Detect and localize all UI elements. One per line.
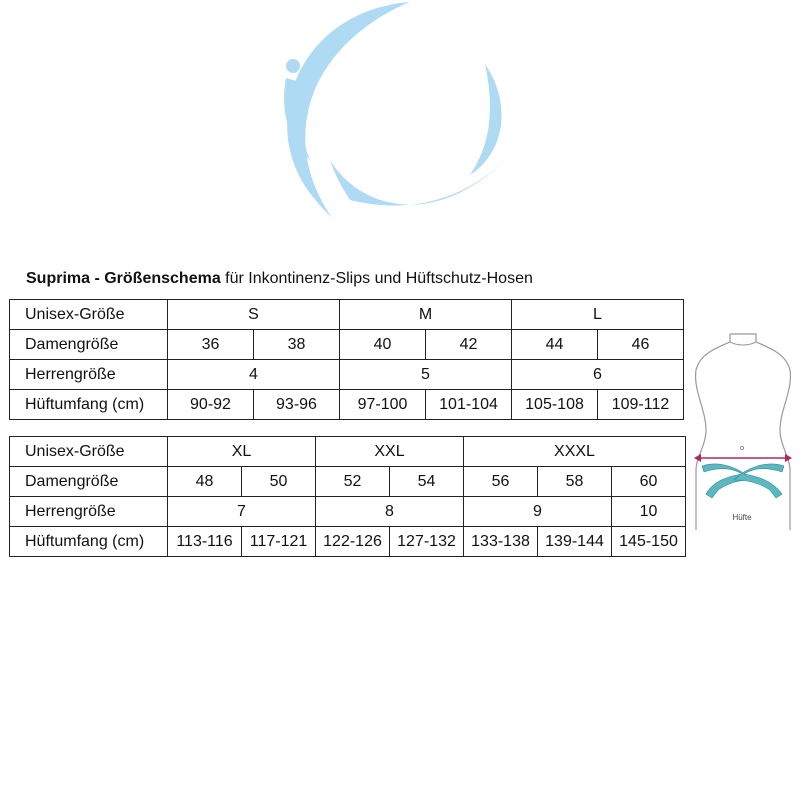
table-row — [10, 527, 686, 557]
table-row — [10, 330, 684, 360]
cell-unisex-size: XL — [168, 437, 316, 467]
cell-damen-size: 36 — [168, 330, 254, 360]
size-table-2 — [9, 436, 686, 557]
hip-measurement-figure — [690, 330, 795, 530]
page-title — [26, 270, 533, 288]
cell-hip-range: 101-104 — [426, 390, 512, 420]
cell-damen-size: 58 — [538, 467, 612, 497]
cell-hip-range: 122-126 — [316, 527, 390, 557]
table-row — [10, 390, 684, 420]
logo-right-arc — [470, 64, 502, 175]
cell-damen-size: 44 — [512, 330, 598, 360]
cell-herren-size: 9 — [464, 497, 612, 527]
row-label-herren: Herrengröße — [10, 497, 168, 527]
cell-hip-range: 127-132 — [390, 527, 464, 557]
cell-hip-range: 133-138 — [464, 527, 538, 557]
row-label-hueftumfang: Hüftumfang (cm) — [10, 527, 168, 557]
cell-hip-range: 97-100 — [340, 390, 426, 420]
cell-unisex-size: XXXL — [464, 437, 686, 467]
row-label-damen: Damengröße — [10, 467, 168, 497]
logo-head — [286, 59, 300, 73]
neck-line — [730, 342, 756, 345]
navel-mark — [740, 446, 743, 449]
cell-herren-size: 7 — [168, 497, 316, 527]
cell-hip-range: 145-150 — [612, 527, 686, 557]
cell-hip-range: 90-92 — [168, 390, 254, 420]
cell-herren-size: 8 — [316, 497, 464, 527]
cell-damen-size: 46 — [598, 330, 684, 360]
cell-hip-range: 109-112 — [598, 390, 684, 420]
size-table-1 — [9, 299, 684, 420]
cell-unisex-size: L — [512, 300, 684, 330]
cell-hip-range: 105-108 — [512, 390, 598, 420]
cell-damen-size: 54 — [390, 467, 464, 497]
cell-damen-size: 60 — [612, 467, 686, 497]
cell-herren-size: 5 — [340, 360, 512, 390]
cell-damen-size: 52 — [316, 467, 390, 497]
cell-damen-size: 42 — [426, 330, 512, 360]
cell-damen-size: 38 — [254, 330, 340, 360]
cell-unisex-size: S — [168, 300, 340, 330]
cell-damen-size: 56 — [464, 467, 538, 497]
torso-outline — [696, 334, 791, 530]
figure-caption: Hüfte — [732, 513, 752, 522]
table-row — [10, 300, 684, 330]
cell-damen-size: 48 — [168, 467, 242, 497]
cell-damen-size: 50 — [242, 467, 316, 497]
table-row — [10, 360, 684, 390]
row-label-unisex: Unisex-Größe — [10, 300, 168, 330]
table-row — [10, 497, 686, 527]
brand-logo — [270, 0, 530, 232]
cell-hip-range: 93-96 — [254, 390, 340, 420]
cell-herren-size: 10 — [612, 497, 686, 527]
row-label-hueftumfang: Hüftumfang (cm) — [10, 390, 168, 420]
title-brand: Suprima - Größenschema — [26, 270, 221, 287]
cell-herren-size: 6 — [512, 360, 684, 390]
row-label-damen: Damengröße — [10, 330, 168, 360]
row-label-unisex: Unisex-Größe — [10, 437, 168, 467]
cell-unisex-size: XXL — [316, 437, 464, 467]
cell-damen-size: 40 — [340, 330, 426, 360]
cell-herren-size: 4 — [168, 360, 340, 390]
cell-hip-range: 139-144 — [538, 527, 612, 557]
title-rest: für Inkontinenz-Slips und Hüftschutz-Hosen — [220, 270, 533, 287]
cell-hip-range: 117-121 — [242, 527, 316, 557]
cell-hip-range: 113-116 — [168, 527, 242, 557]
row-label-herren: Herrengröße — [10, 360, 168, 390]
measuring-tape-left — [702, 464, 752, 498]
table-row — [10, 437, 686, 467]
table-row — [10, 467, 686, 497]
cell-unisex-size: M — [340, 300, 512, 330]
